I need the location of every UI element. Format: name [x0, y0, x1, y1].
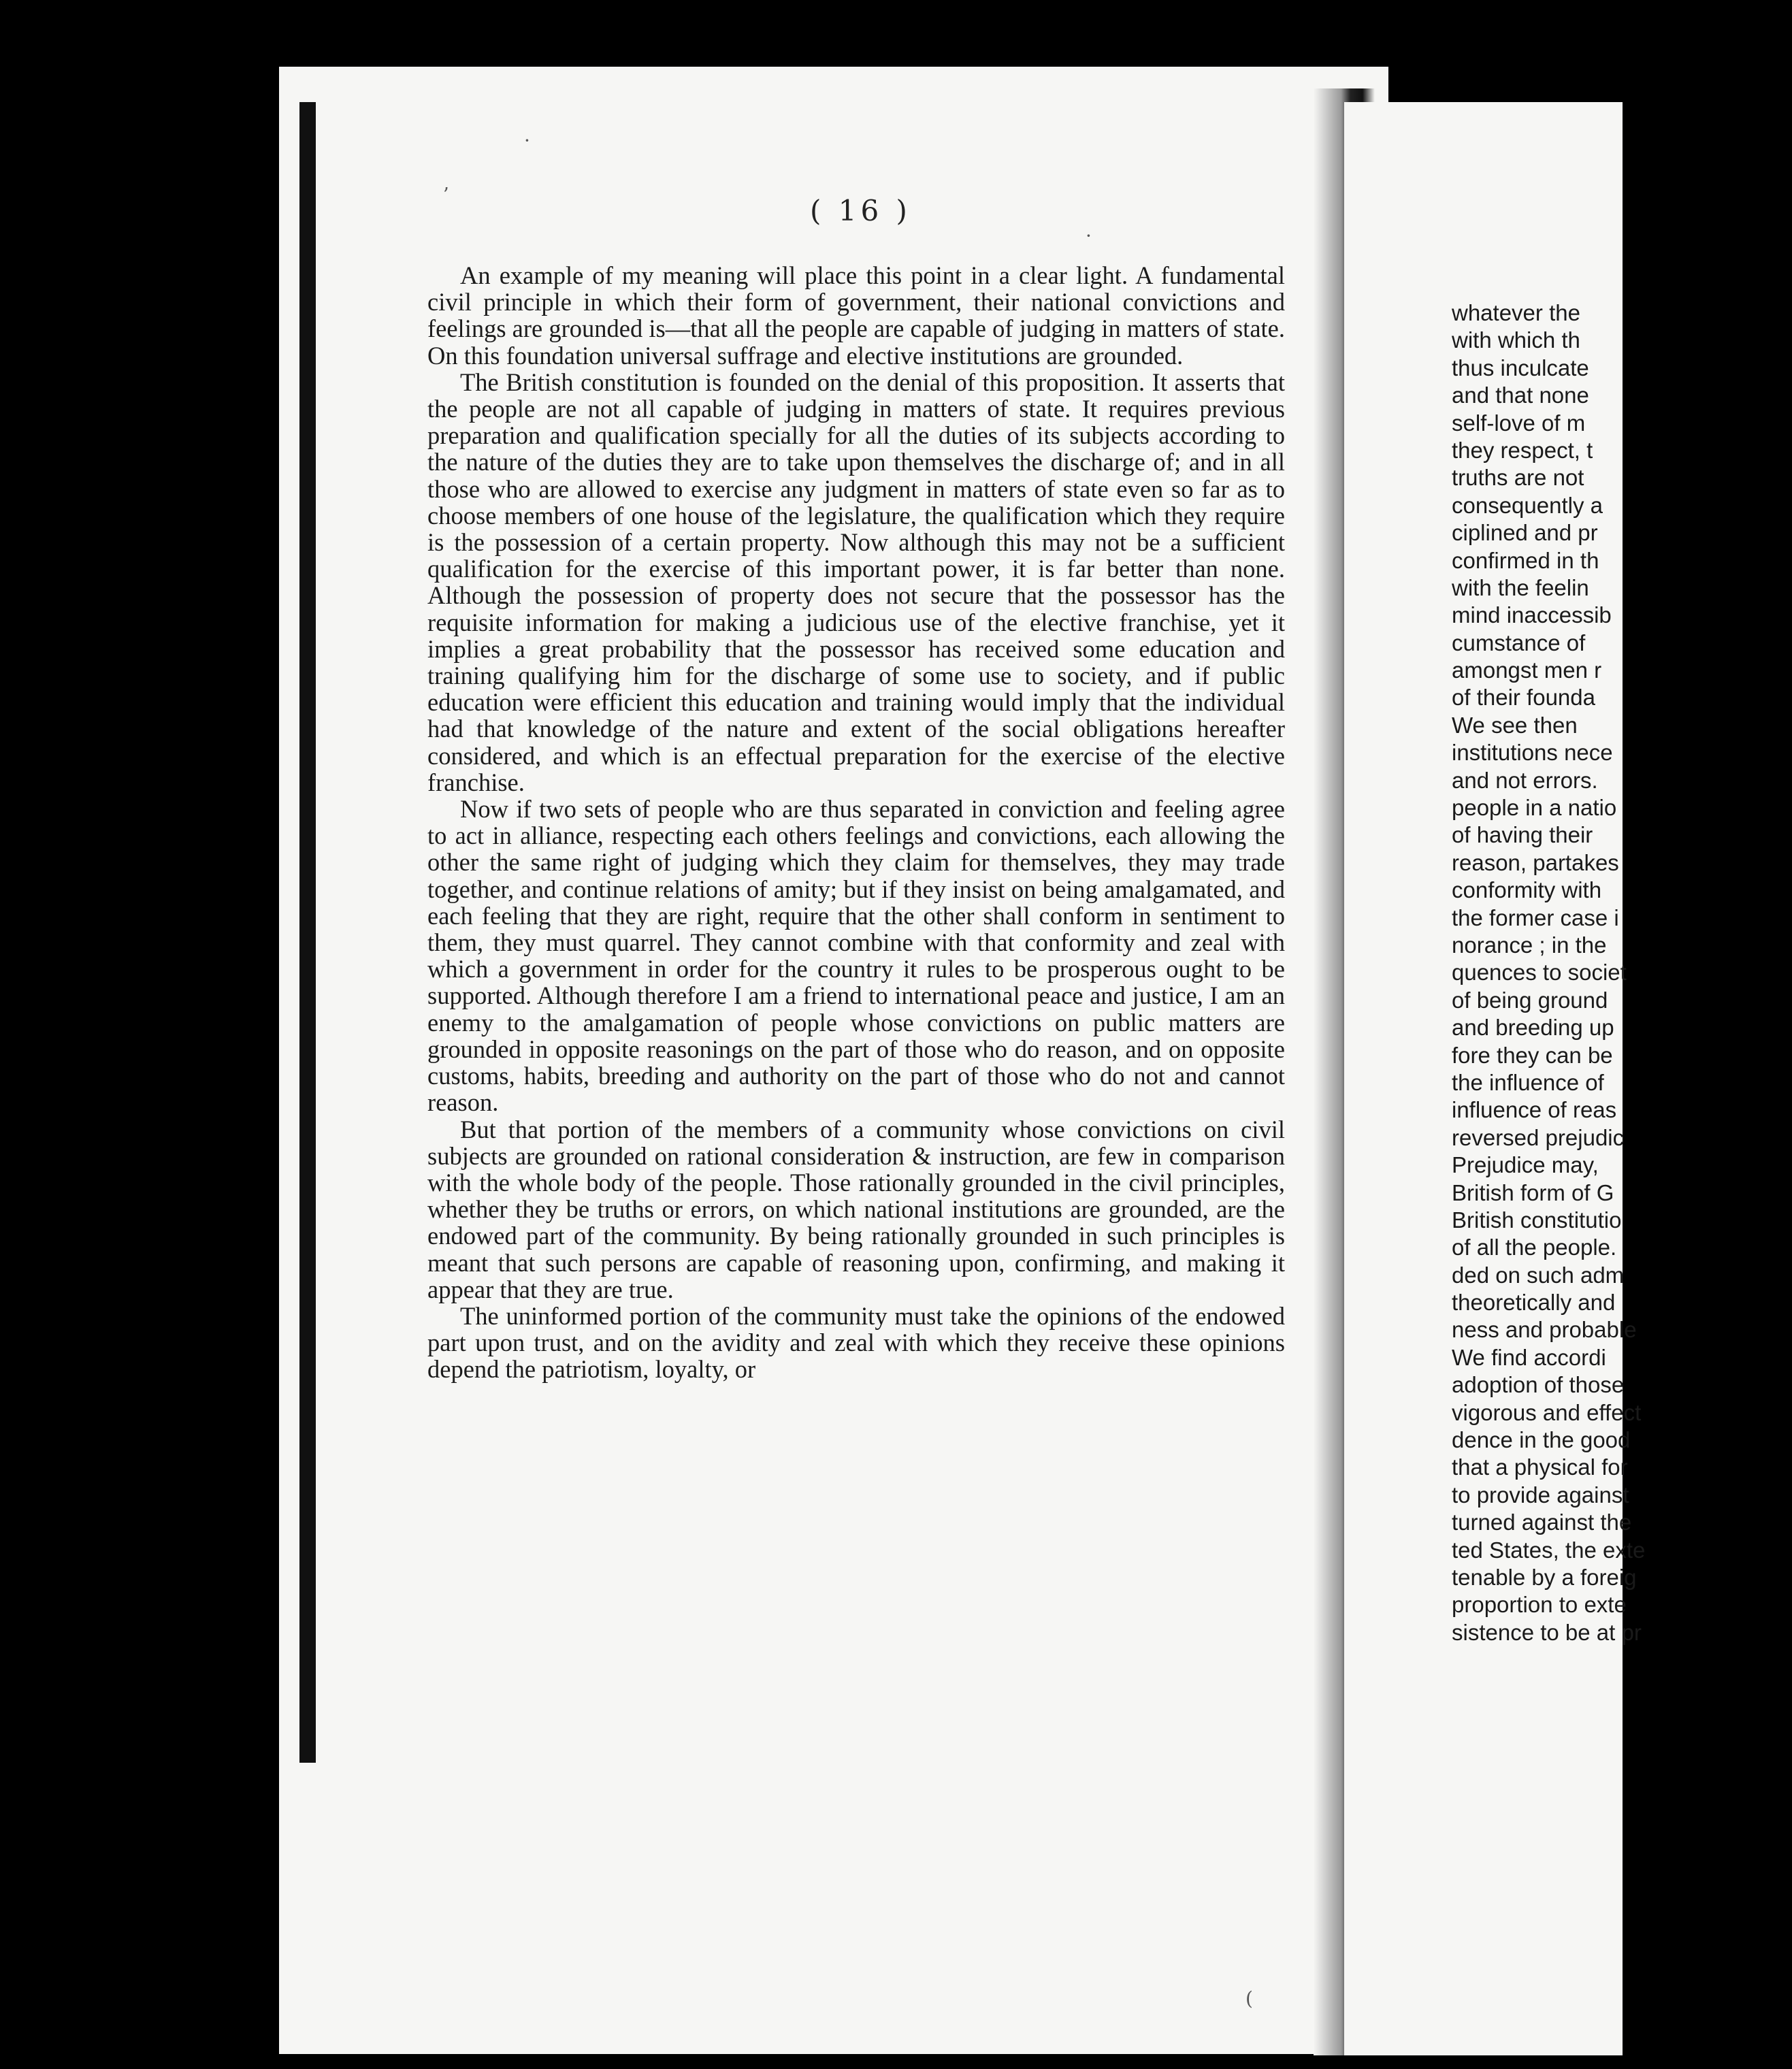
right-page-line: conformity with — [1452, 877, 1602, 903]
right-page-line: fore they can be — [1452, 1042, 1613, 1068]
page-number: ( 16 ) — [810, 194, 911, 227]
right-page-line: of all the people. — [1452, 1235, 1617, 1260]
right-page-line: of their founda — [1452, 685, 1595, 711]
right-page-line: sistence to be at pr — [1452, 1619, 1642, 1645]
ink-speck: ʼ — [442, 184, 449, 206]
right-page-line: institutions nece — [1452, 740, 1613, 766]
right-page-line: norance ; in the — [1452, 932, 1607, 958]
right-page-line: with which th — [1452, 327, 1580, 353]
right-page-line: We see then — [1452, 712, 1578, 738]
right-page-line: the influence of — [1452, 1069, 1604, 1095]
right-page-line: to provide against — [1452, 1482, 1629, 1508]
right-page-line: quences to societ — [1452, 960, 1627, 985]
left-page-text — [427, 262, 1285, 1383]
ink-speck: · — [524, 129, 530, 152]
paragraph: An example of my meaning will place this point in a clear light. A fundamental civil principle in which their form of government, their national convictions and feelings are grounded is—that all the people are capable of judging in matters of state. On this foundation universal suffrage and elective institutions are grounded. — [427, 261, 1285, 370]
right-page-line: truths are not — [1452, 465, 1584, 491]
right-page-line: people in a natio — [1452, 795, 1617, 821]
paragraph: The British constitution is founded on the denial of this proposition. It asserts that the people are not all capable of judging in matters of state. It requires previous preparation and qualification specially for all the duties of its subjects according to the nature of the duties they are to take upon themselves the discharge of; and in all those who are allowed to exercise any judgment in matters of state even so far as to choose members of one house of the legislature, the qualification which they require is the possession of a certain property. Now although this may not be a sufficient qualification for the exercise of this important power, it is far better than none. Although the possession of property does not secure that the possessor has the requisite information for making a judicious use of the elective franchise, yet it implies a great probability that the possessor has received some education and training qualifying him for the discharge of some use to society, and if public education were efficient this education and training would imply that the individual had that knowledge of the nature and extent of the social obligations hereafter considered, and which is an effectual preparation for the exercise of the elective franchise. — [427, 368, 1285, 796]
right-page-line: ded on such adm — [1452, 1262, 1625, 1288]
right-page-text — [1452, 299, 1792, 1646]
right-page-line: and that none — [1452, 382, 1589, 408]
right-page-line: influence of reas — [1452, 1097, 1617, 1123]
right-page-line: confirmed in th — [1452, 547, 1599, 573]
right-page-line: of being ground — [1452, 987, 1608, 1013]
right-page-line: of having their — [1452, 822, 1593, 848]
right-page-line: they respect, t — [1452, 437, 1593, 463]
right-page-line: and breeding up — [1452, 1015, 1614, 1041]
right-page-line: and not errors. — [1452, 767, 1598, 793]
right-page-line: self-love of m — [1452, 410, 1586, 436]
right-page-line: whatever the — [1452, 300, 1580, 325]
right-page-line: proportion to exte — [1452, 1592, 1627, 1618]
right-page-line: We find accordi — [1452, 1344, 1606, 1370]
right-page-line: the former case i — [1452, 905, 1619, 930]
right-page-line: British constitutio — [1452, 1207, 1622, 1233]
right-page-line: reason, partakes — [1452, 849, 1619, 875]
right-page-line: ted States, the exte — [1452, 1537, 1646, 1563]
right-page-line: consequently a — [1452, 492, 1603, 518]
right-page-line: ness and probable — [1452, 1317, 1637, 1343]
right-page-line: turned against the — [1452, 1510, 1632, 1535]
right-page-line: ciplined and pr — [1452, 520, 1598, 546]
right-page-line: cumstance of — [1452, 630, 1586, 655]
ink-speck: ( — [1245, 1987, 1253, 2010]
right-page-line: tenable by a foreig — [1452, 1564, 1637, 1590]
right-page-line: that a physical for — [1452, 1454, 1628, 1480]
right-page-line: adoption of those — [1452, 1372, 1625, 1398]
right-page-line: British form of G — [1452, 1179, 1614, 1205]
paragraph: The uninformed portion of the community must take the opinions of the endowed part upon trust, and on the avidity and zeal with which they receive these opinions depend the patriotism, loyalty, or — [427, 1301, 1285, 1384]
right-page-line: reversed prejudic — [1452, 1124, 1625, 1150]
right-page-line: with the feelin — [1452, 574, 1589, 600]
paragraph: But that portion of the members of a community whose convictions on civil subjects are grounded on rational consideration & instruction, are few in comparison with the whole body of the people. Those rationally grounded in the civil principles, whether they be truths or errors, on which national institutions are grounded, are the endowed part of the community. By being rationally grounded in such principles is meant that such persons are capable of reasoning upon, confirming, and making it appear that they are true. — [427, 1115, 1285, 1303]
binding-edge — [299, 102, 316, 1763]
right-page-line: amongst men r — [1452, 657, 1602, 683]
paragraph: Now if two sets of people who are thus separated in conviction and feeling agree to act in alliance, respecting each others feelings and convictions, each allowing the other the same right of judging which they claim for themselves, they may trade together, and continue relations of amity; but if they insist on being amalgamated, and each feeling that they are right, require that the other shall conform in sentiment to them, they must quarrel. They cannot combine with that conformity and zeal with which a government in order for the country it rules to be prosperous ought to be supported. Although therefore I am a friend to international peace and justice, I am an enemy to the amalgamation of people whose convictions on public matters are grounded in opposite reasonings on the part of those who do reason, and on opposite customs, habits, breeding and authority on the part of those who do not and cannot reason. — [427, 795, 1285, 1117]
ink-speck: · — [1086, 225, 1092, 247]
right-page-line: Prejudice may, — [1452, 1152, 1599, 1178]
right-page-line: dence in the good — [1452, 1427, 1631, 1453]
right-page-line: vigorous and effect — [1452, 1399, 1642, 1425]
right-page-line: mind inaccessib — [1452, 602, 1612, 628]
right-page-line: thus inculcate — [1452, 355, 1589, 380]
right-page-line: theoretically and — [1452, 1290, 1616, 1316]
